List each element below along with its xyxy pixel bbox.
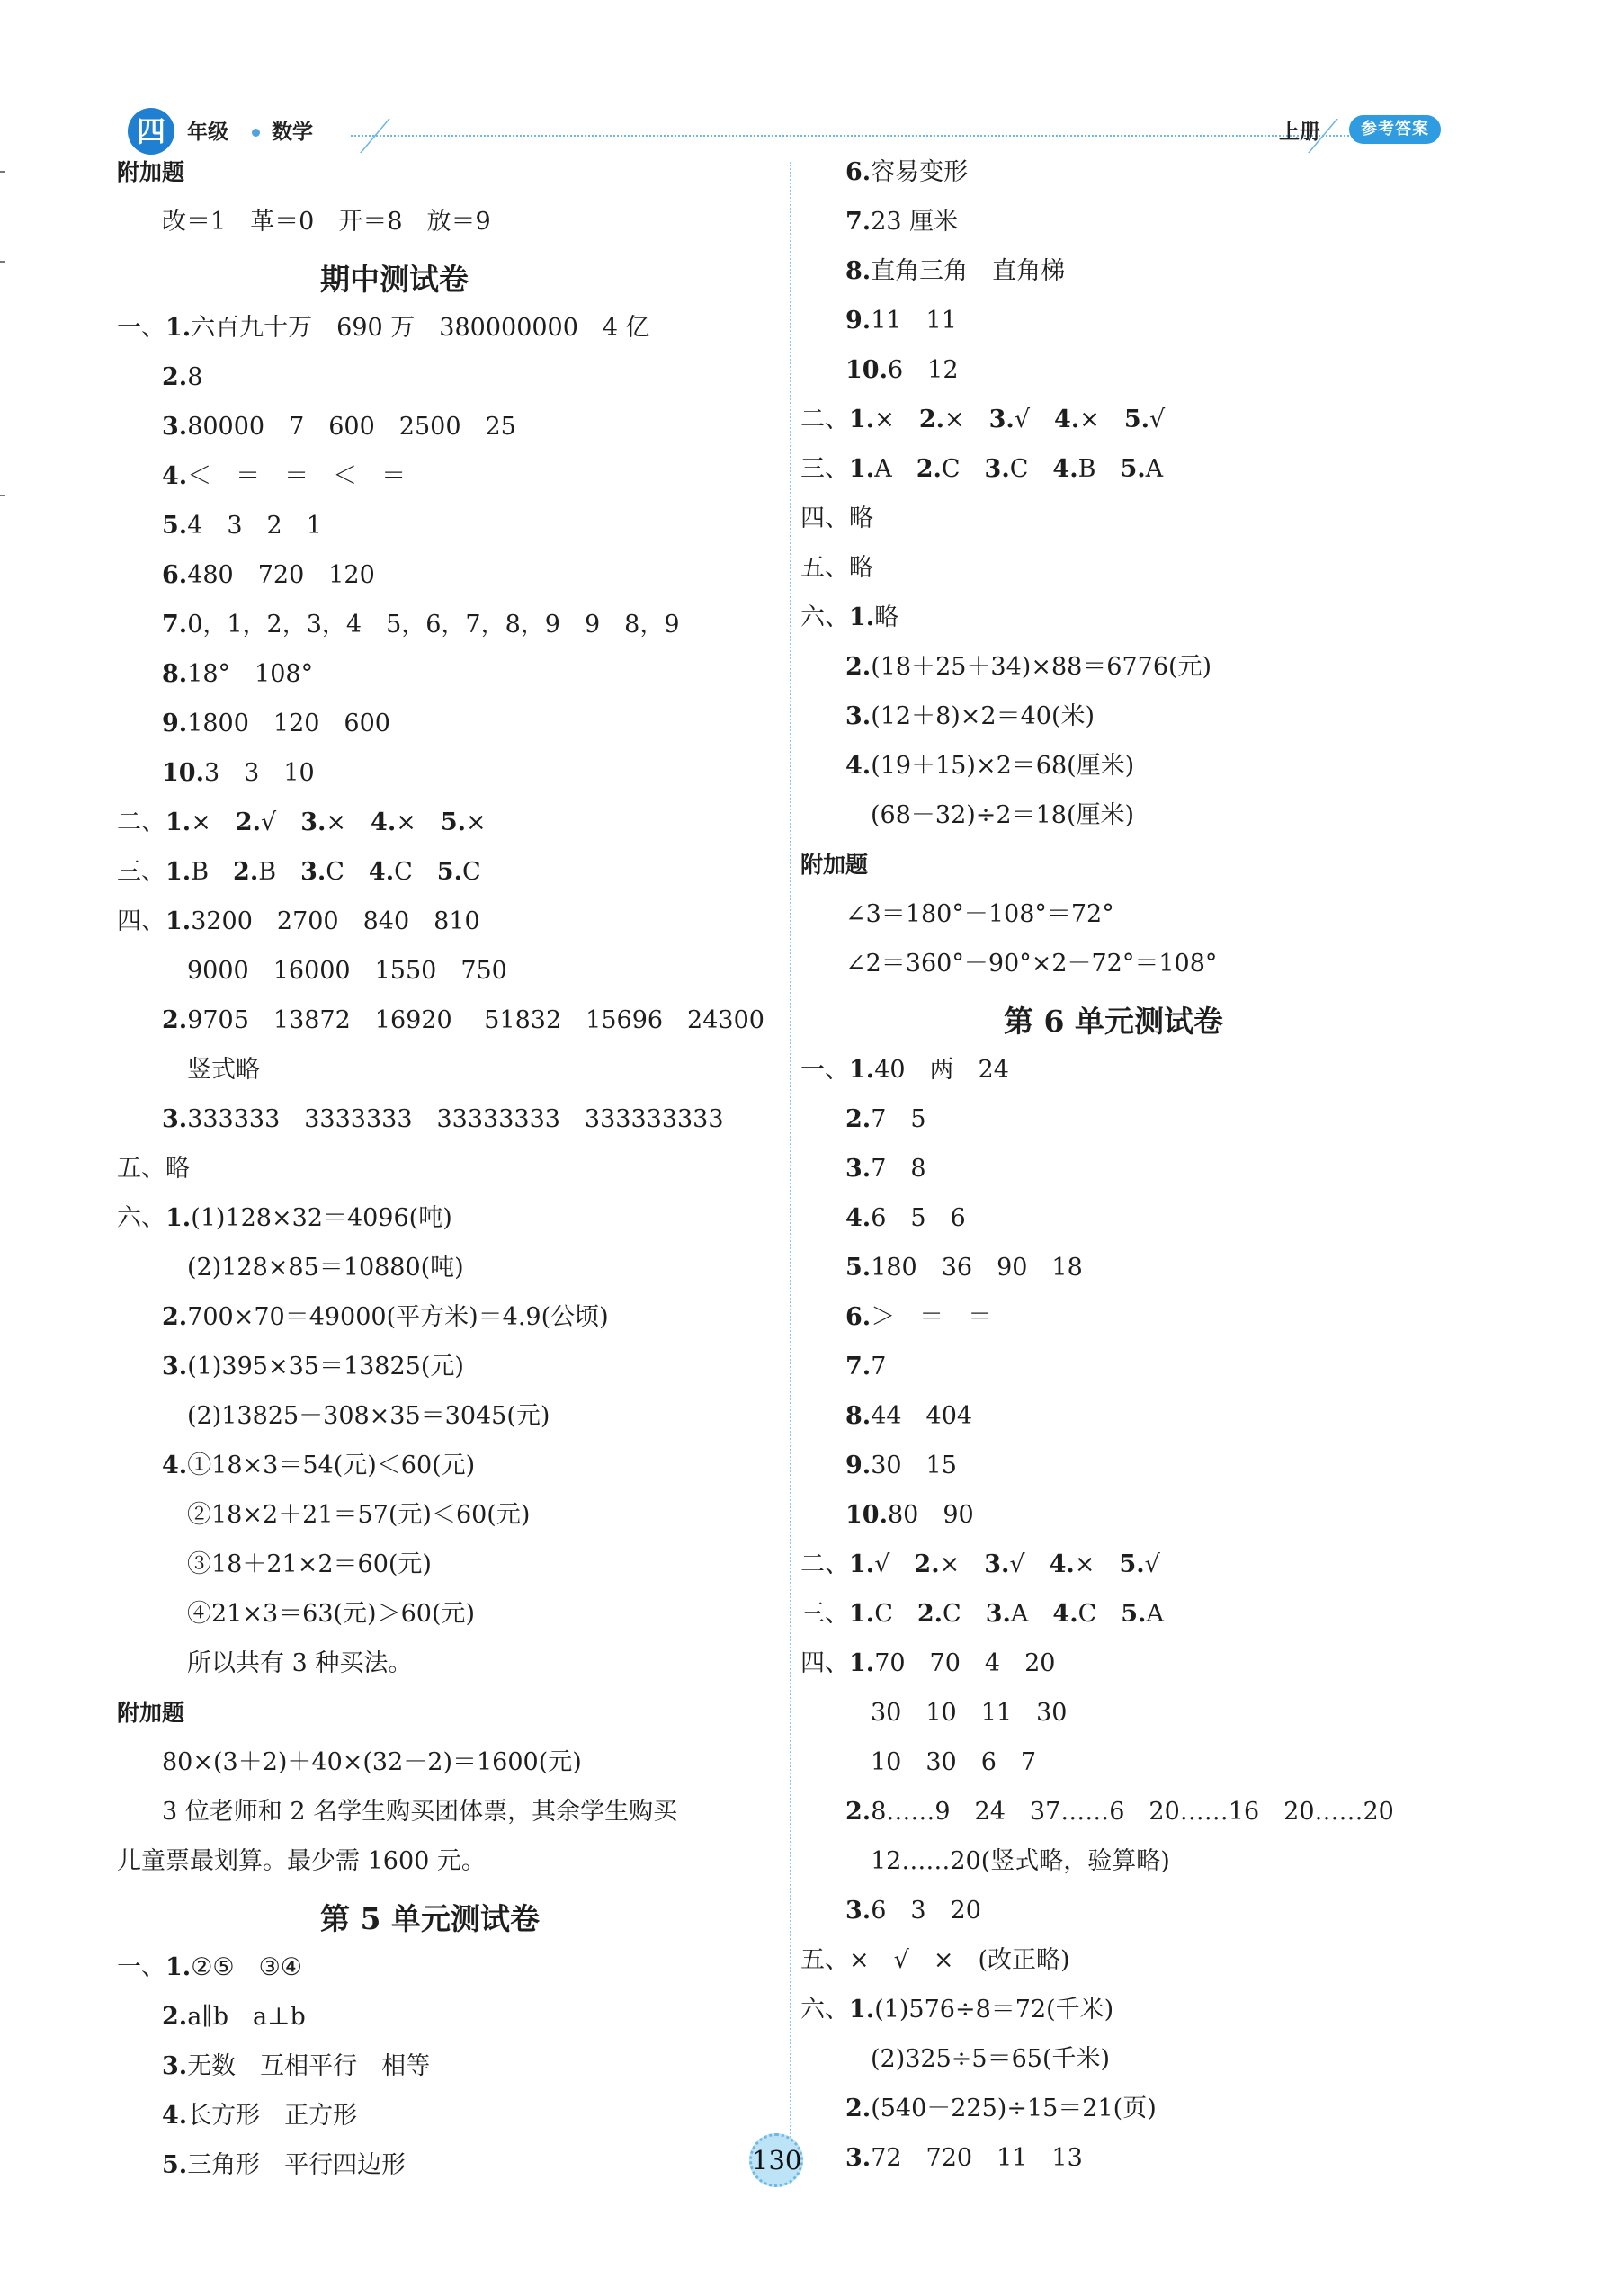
answer-line — [845, 1302, 992, 1333]
answer-line — [162, 1005, 764, 1036]
question-number: 1. — [165, 858, 192, 886]
answer-line — [162, 412, 516, 442]
answer-text: (2)13825－308×35＝3045(元) — [187, 1402, 550, 1430]
answer-line — [162, 610, 680, 640]
answer-text: 直角三角 直角梯 — [871, 257, 1066, 285]
answer-text: 6 5 6 — [871, 1204, 966, 1232]
answer-text: 7 8 — [871, 1155, 926, 1183]
answer-line — [800, 603, 898, 633]
question-number: 3. — [300, 809, 326, 836]
answer-text: 44 404 — [871, 1402, 973, 1430]
question-number: 3. — [985, 1600, 1011, 1628]
answer-line — [845, 1896, 981, 1926]
answer-line — [117, 1154, 190, 1184]
answer-text: 6 3 20 — [871, 1897, 981, 1925]
question-number: 3. — [162, 413, 188, 441]
answer-line — [871, 1698, 1067, 1729]
answer-line — [187, 1599, 475, 1630]
answer-text: 80×(3＋2)＋40×(32－2)＝1600(元) — [162, 1748, 582, 1776]
question-number: 4. — [845, 752, 872, 780]
question-number: 1. — [849, 406, 875, 433]
answer-line — [845, 306, 957, 336]
answer-text: (19＋15)×2＝68(厘米) — [871, 752, 1135, 780]
answer-text: a∥b a⊥b — [187, 2003, 306, 2031]
answer-line — [162, 2101, 357, 2131]
question-number: 3. — [162, 2052, 188, 2080]
question-number: 1. — [849, 1550, 875, 1578]
question-group-label: 六、 — [800, 1996, 849, 2024]
question-number: 2. — [845, 653, 872, 681]
answer-text: (1)576÷8＝72(千米) — [874, 1996, 1114, 2024]
question-number: 2. — [914, 1550, 940, 1578]
answer-line — [187, 1401, 550, 1432]
question-number: 3. — [845, 702, 872, 730]
answer-text: 30 15 — [871, 1452, 957, 1479]
answer-text: A — [874, 455, 916, 483]
question-number: 3. — [300, 858, 326, 886]
answer-text: 6 12 — [887, 356, 959, 384]
answer-text: 70 70 4 20 — [874, 1649, 1056, 1677]
answer-text: √ — [261, 809, 301, 836]
answer-text: 三角形 平行四边形 — [187, 2151, 407, 2179]
answer-text: 3 3 10 — [203, 759, 315, 787]
answer-line — [845, 256, 1065, 287]
answer-line — [162, 207, 491, 237]
answer-line — [800, 1599, 1164, 1630]
question-number: 2. — [916, 1600, 943, 1628]
answer-line — [162, 758, 315, 789]
answer-text: ②⑤ ③④ — [191, 1953, 303, 1981]
answer-text: ③18＋21×2＝60(元) — [187, 1550, 432, 1578]
question-number: 2. — [162, 2003, 188, 2031]
answer-text: 12……20(竖式略，验算略) — [871, 1847, 1170, 1875]
question-number: 2. — [162, 1303, 188, 1331]
answer-line — [845, 1451, 957, 1481]
answer-text: (1)395×35＝13825(元) — [187, 1353, 464, 1380]
answer-line — [845, 1352, 886, 1382]
answer-text: 40 两 24 — [874, 1056, 1009, 1084]
question-group-label: 二、 — [800, 406, 849, 433]
answer-line — [162, 1797, 677, 1827]
answer-line — [162, 560, 375, 591]
answer-text: ②18×2＋21＝57(元)＜60(元) — [187, 1501, 531, 1529]
answer-line — [117, 1203, 452, 1234]
answer-line — [800, 1550, 1160, 1580]
question-number: 5. — [440, 809, 467, 836]
answer-text: × — [939, 1550, 985, 1578]
question-number: 4. — [1052, 1600, 1078, 1628]
answer-text: × √ × (改正略) — [849, 1946, 1070, 1974]
question-number: 4. — [162, 1452, 188, 1479]
answer-text: √ — [1014, 406, 1055, 433]
page-number: 130 — [749, 2133, 803, 2187]
question-number: 7. — [845, 208, 872, 236]
answer-line — [117, 857, 481, 888]
answer-text: 10 30 6 7 — [871, 1748, 1037, 1776]
question-number: 8. — [845, 257, 872, 285]
question-number: 2. — [233, 858, 259, 886]
answer-text: B — [1077, 455, 1121, 483]
bonus-heading: 附加题 — [117, 159, 185, 185]
answer-line — [871, 1747, 1036, 1778]
answer-text: 180 36 90 18 — [871, 1254, 1083, 1282]
answer-text: 儿童票最划算。最少需 1600 元。 — [117, 1847, 486, 1875]
answer-text: 容易变形 — [871, 158, 969, 186]
question-group-label: 五、 — [800, 1946, 849, 1974]
answer-text: 竖式略 — [187, 1056, 260, 1084]
question-number: 3. — [984, 1550, 1010, 1578]
question-group-label: 三、 — [117, 858, 165, 886]
question-number: 1. — [165, 907, 192, 935]
answer-text: C — [874, 1600, 917, 1628]
answer-line — [800, 454, 1163, 485]
answer-text: C — [941, 455, 985, 483]
question-number: 8. — [845, 1402, 872, 1430]
answer-line — [845, 1797, 1394, 1827]
answer-line — [162, 1747, 582, 1778]
question-number: 2. — [162, 1006, 188, 1034]
question-number: 1. — [849, 1996, 875, 2024]
question-number: 2. — [845, 2095, 872, 2122]
question-number: 3. — [845, 1155, 872, 1183]
header-rule — [351, 135, 1367, 137]
section-title: 第 5 单元测试卷 — [320, 1901, 540, 1936]
answer-text: 0，1，2，3，4 5，6，7，8，9 9 8，9 — [187, 611, 680, 639]
answer-text: 略 — [849, 505, 873, 532]
answer-text: (68－32)÷2＝18(厘米) — [871, 801, 1135, 829]
question-number: 4. — [162, 2102, 188, 2130]
question-number: 1. — [165, 314, 192, 342]
answer-text: × — [396, 809, 441, 836]
answer-text: B — [191, 858, 234, 886]
answer-line — [800, 553, 873, 584]
question-number: 5. — [1119, 1550, 1145, 1578]
answer-text: C — [394, 858, 437, 886]
column-divider — [790, 162, 791, 2140]
answer-line — [871, 800, 1134, 831]
margin-mark — [0, 171, 5, 173]
answer-text: 略 — [874, 603, 899, 631]
question-number: 9. — [162, 710, 188, 737]
answer-text: (540－225)÷15＝21(页) — [871, 2095, 1157, 2122]
answer-text: C — [461, 858, 481, 886]
answer-text: 80 90 — [887, 1501, 974, 1529]
question-group-label: 四、 — [117, 907, 165, 935]
question-number: 9. — [845, 1452, 872, 1479]
question-number: 3. — [845, 2144, 872, 2172]
answer-line — [187, 1253, 464, 1283]
answer-line — [187, 956, 507, 987]
question-number: 10. — [845, 356, 888, 384]
question-number: 2. — [918, 406, 944, 433]
answer-text: 1800 120 600 — [187, 710, 390, 737]
answer-line — [162, 362, 202, 393]
answer-text: (18＋25＋34)×88＝6776(元) — [871, 653, 1212, 681]
question-group-label: 三、 — [800, 455, 849, 483]
answer-text: √ — [874, 1550, 915, 1578]
question-number: 3. — [984, 455, 1010, 483]
question-number: 2. — [916, 455, 942, 483]
answer-line — [845, 1154, 926, 1184]
answer-text: √ — [1149, 406, 1166, 433]
answer-text: A — [1145, 455, 1164, 483]
question-number: 10. — [162, 759, 204, 787]
question-number: 10. — [845, 1501, 888, 1529]
answer-text: × — [944, 406, 989, 433]
question-number: 6. — [162, 561, 188, 589]
answer-text: 改＝1 革＝0 开＝8 放＝9 — [162, 208, 491, 236]
question-group-label: 五、 — [800, 554, 849, 582]
volume-label: 上册 — [1279, 121, 1320, 144]
question-group-label: 一、 — [117, 1953, 165, 1981]
answer-line — [117, 808, 487, 838]
question-number: 3. — [845, 1897, 872, 1925]
answer-text: 18° 108° — [187, 660, 314, 688]
answer-line — [117, 313, 650, 344]
question-number: 1. — [849, 603, 875, 631]
answer-line — [845, 157, 968, 188]
answer-text: 略 — [849, 554, 873, 582]
question-number: 5. — [162, 2151, 188, 2179]
question-group-label: 五、 — [117, 1155, 165, 1183]
answer-line — [162, 1104, 724, 1135]
answer-text: 80000 7 600 2500 25 — [187, 413, 516, 441]
answer-key-tag: 参考答案 — [1349, 115, 1441, 144]
question-number: 3. — [162, 1105, 188, 1133]
answer-line — [187, 1648, 412, 1679]
question-number: 6. — [845, 1303, 872, 1331]
answer-text: ∠3＝180°－108°＝72° — [845, 900, 1114, 928]
answer-text: 9000 16000 1550 750 — [187, 957, 507, 985]
answer-text: × — [874, 406, 919, 433]
answer-line — [871, 1846, 1170, 1877]
bonus-heading: 附加题 — [800, 852, 869, 878]
answer-text: A — [1010, 1600, 1053, 1628]
answer-text: (12＋8)×2＝40(米) — [871, 702, 1095, 730]
question-number: 6. — [845, 158, 872, 186]
answer-text: C — [943, 1600, 986, 1628]
answer-line — [845, 355, 959, 386]
answer-text: 长方形 正方形 — [187, 2102, 358, 2130]
question-number: 5. — [1120, 455, 1146, 483]
question-number: 1. — [165, 1204, 192, 1232]
question-number: 7. — [162, 611, 188, 639]
answer-text: 3200 2700 840 810 — [191, 907, 480, 935]
answer-line — [162, 709, 390, 739]
answer-line — [800, 1995, 1113, 2025]
question-number: 2. — [162, 363, 188, 391]
answer-text: 略 — [165, 1155, 190, 1183]
answer-line — [845, 1500, 974, 1531]
answer-line — [845, 1253, 1083, 1283]
answer-text: C — [326, 858, 369, 886]
answer-line — [162, 1302, 609, 1333]
answer-line — [162, 659, 313, 690]
answer-text: ∠2＝360°－90°×2－72°＝108° — [845, 950, 1218, 978]
question-number: 1. — [165, 1953, 192, 1981]
question-number: 5. — [1123, 406, 1150, 433]
answer-text: √ — [1144, 1550, 1160, 1578]
answer-line — [800, 504, 873, 534]
question-number: 2. — [845, 1105, 872, 1133]
header-dot — [252, 129, 260, 137]
answer-text: 7 5 — [871, 1105, 926, 1133]
answer-line — [845, 751, 1134, 782]
answer-text: 7 — [871, 1353, 887, 1380]
answer-line — [162, 1451, 475, 1481]
subject-label: 数学 — [272, 121, 313, 144]
question-group-label: 四、 — [800, 1649, 849, 1677]
question-number: 4. — [371, 809, 397, 836]
margin-mark — [0, 495, 5, 496]
answer-line — [117, 1952, 302, 1983]
answer-text: 23 厘米 — [871, 208, 959, 236]
question-group-label: 三、 — [800, 1600, 849, 1628]
bonus-heading: 附加题 — [117, 1700, 185, 1726]
answer-text: ＞ ＝ ＝ — [871, 1303, 993, 1331]
answer-line — [845, 899, 1114, 930]
question-group-label: 六、 — [800, 603, 849, 631]
answer-text: (2)325÷5＝65(千米) — [871, 2045, 1111, 2073]
question-number: 5. — [1121, 1600, 1147, 1628]
question-number: 4. — [845, 1204, 872, 1232]
section-title: 期中测试卷 — [320, 262, 469, 297]
answer-text: ①18×3＝54(元)＜60(元) — [187, 1452, 476, 1479]
question-group-label: 一、 — [800, 1056, 849, 1084]
answer-text: 11 11 — [871, 307, 957, 335]
question-group-label: 四、 — [800, 505, 849, 532]
answer-text: 72 720 11 13 — [871, 2144, 1083, 2172]
answer-line — [800, 405, 1165, 435]
question-number: 2. — [235, 809, 261, 836]
question-number: 4. — [1052, 455, 1078, 483]
question-number: 5. — [162, 512, 188, 540]
section-title: 第 6 单元测试卷 — [1004, 1004, 1223, 1039]
question-number: 3. — [162, 1353, 188, 1380]
answer-line — [117, 907, 480, 937]
answer-text: C — [1009, 455, 1053, 483]
question-number: 1. — [165, 809, 192, 836]
question-group-label: 二、 — [800, 1550, 849, 1578]
answer-text: 700×70＝49000(平方米)＝4.9(公顷) — [187, 1303, 609, 1331]
answer-line — [845, 2143, 1083, 2174]
answer-line — [117, 1846, 486, 1877]
answer-text: 所以共有 3 种买法。 — [187, 1649, 413, 1677]
answer-text: C — [1077, 1600, 1122, 1628]
answer-line — [845, 1104, 926, 1135]
answer-text: 8……9 24 37……6 20……16 20……20 — [871, 1798, 1394, 1826]
answer-line — [187, 1550, 432, 1580]
answer-line — [800, 1648, 1055, 1679]
answer-text: × — [191, 809, 236, 836]
answer-text: B — [258, 858, 301, 886]
answer-text: 六百九十万 690 万 380000000 4 亿 — [191, 314, 650, 342]
answer-text: (1)128×32＝4096(吨) — [191, 1204, 452, 1232]
answer-line — [162, 1352, 464, 1382]
answer-line — [871, 2044, 1110, 2075]
question-number: 4. — [368, 858, 395, 886]
answer-text: √ — [1009, 1550, 1050, 1578]
answer-line — [162, 2002, 306, 2032]
answer-text: 无数 互相平行 相等 — [187, 2052, 431, 2080]
answer-text: 30 10 11 30 — [871, 1699, 1068, 1727]
answer-line — [162, 2051, 430, 2082]
grade-label: 年级 — [187, 121, 228, 144]
question-group-label: 二、 — [117, 809, 165, 836]
answer-text: × — [1074, 1550, 1120, 1578]
answer-line — [187, 1500, 530, 1531]
answer-line — [162, 461, 406, 492]
answer-line — [187, 1055, 260, 1085]
question-number: 3. — [988, 406, 1015, 433]
answer-text: 9705 13872 16920 51832 15696 24300 — [187, 1006, 764, 1034]
answer-line — [845, 701, 1095, 732]
question-group-label: 一、 — [117, 314, 165, 342]
answer-line — [845, 652, 1211, 683]
question-number: 7. — [845, 1353, 872, 1380]
answer-line — [800, 1055, 1009, 1085]
question-group-label: 六、 — [117, 1204, 165, 1232]
question-number: 9. — [845, 307, 872, 335]
answer-line — [845, 1203, 966, 1234]
question-number: 4. — [1054, 406, 1080, 433]
grade-badge: 四 — [128, 108, 174, 155]
page-header — [117, 106, 1448, 156]
answer-text: × — [326, 809, 371, 836]
question-number: 1. — [849, 1600, 875, 1628]
answer-line — [845, 1401, 972, 1432]
question-number: 8. — [162, 660, 188, 688]
question-number: 5. — [845, 1254, 872, 1282]
question-number: 4. — [162, 462, 188, 490]
answer-text: 8 — [187, 363, 203, 391]
question-number: 2. — [845, 1798, 872, 1826]
question-number: 4. — [1049, 1550, 1075, 1578]
answer-text: 4 3 2 1 — [187, 512, 322, 540]
answer-line — [162, 2150, 406, 2181]
answer-text: 3 位老师和 2 名学生购买团体票，其余学生购买 — [162, 1798, 678, 1826]
answer-line — [845, 207, 958, 237]
answer-text: × — [1079, 406, 1124, 433]
question-number: 5. — [436, 858, 462, 886]
answer-text: 480 720 120 — [187, 561, 375, 589]
question-number: 1. — [849, 1056, 875, 1084]
margin-mark — [0, 261, 5, 263]
answer-text: 333333 3333333 33333333 333333333 — [187, 1105, 724, 1133]
answer-line — [845, 2094, 1157, 2124]
answer-text: (2)128×85＝10880(吨) — [187, 1254, 464, 1282]
question-number: 1. — [849, 455, 875, 483]
answer-text: A — [1146, 1600, 1164, 1628]
answer-text: × — [466, 809, 487, 836]
answer-line — [800, 1945, 1070, 1976]
question-number: 1. — [849, 1649, 875, 1677]
answer-text: ＜ ＝ ＝ ＜ ＝ — [187, 462, 407, 490]
answer-text: ④21×3＝63(元)＞60(元) — [187, 1600, 476, 1628]
answer-line — [162, 511, 322, 541]
answer-line — [845, 949, 1217, 979]
